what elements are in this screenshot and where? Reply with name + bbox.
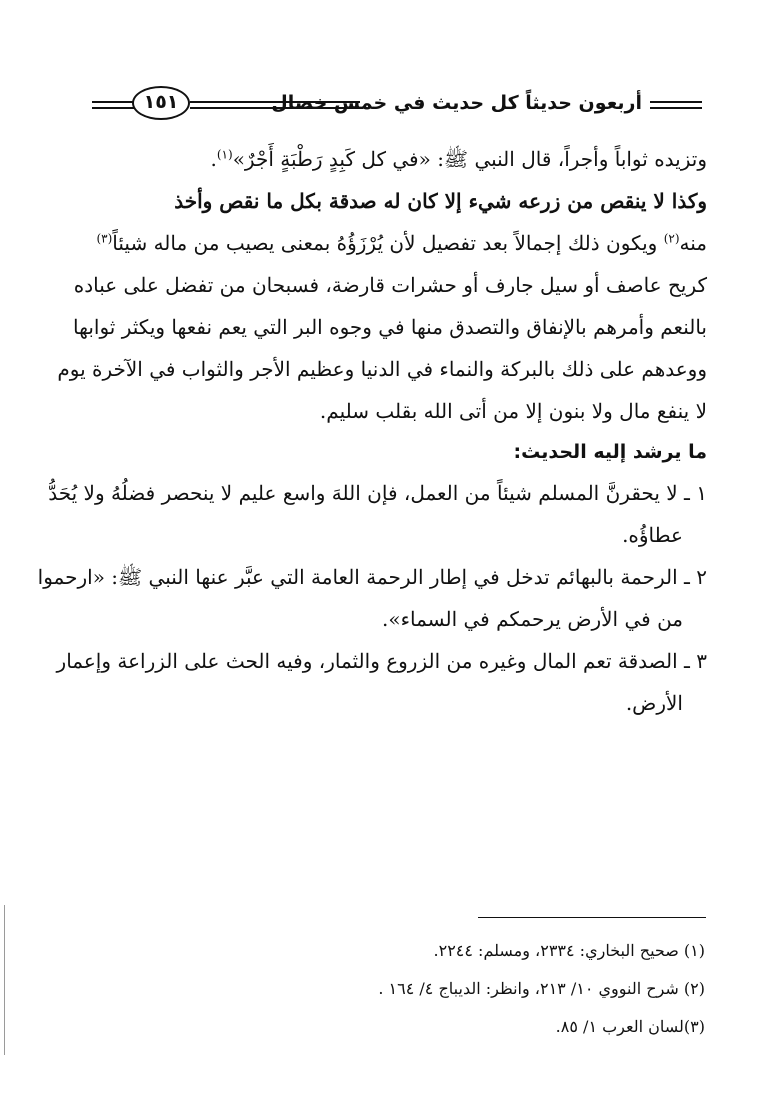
section-heading: ما يرشد إليه الحديث:	[513, 441, 707, 463]
text-line-3-start: منه	[679, 231, 707, 255]
text-line-4: كريح عاصف أو سيل جارف أو حشرات قارضة، فسبحان من تفضل على عباده	[73, 273, 707, 297]
point-1-continuation: عطاؤُه.	[622, 523, 683, 547]
point-3: ٣ ـ الصدقة تعم المال وغيره من الزروع والثمار، وفيه الحث على الزراعة وإعمار	[56, 649, 707, 673]
text-line-3	[52, 222, 707, 264]
header-rule-middle	[190, 101, 360, 109]
running-header	[92, 84, 702, 128]
header-title: أربعون حديثاً كل حديث في خمس خصال	[271, 92, 642, 114]
footnote-ref-3: (٣)	[96, 231, 113, 246]
footnote-3: (٣)لسان العرب ١/ ٨٥.	[555, 1017, 705, 1036]
text-line-7: لا ينفع مال ولا بنون إلا من أتى الله بقلب سليم.	[319, 399, 707, 423]
point-3-continuation: الأرض.	[625, 691, 683, 715]
point-1: ١ ـ لا يحقرنَّ المسلم شيئاً من العمل، فإن اللهَ واسع عليم لا ينحصر فضلُهُ ولا يُحَدُّ	[48, 481, 707, 505]
main-text	[37, 138, 707, 724]
header-rule-right	[650, 101, 702, 109]
footnotes	[185, 932, 705, 1046]
text-line-1-end: .	[210, 147, 217, 171]
text-line-6: ووعدهم على ذلك بالبركة والنماء في الدنيا وعظيم الأجر والثواب في الآخرة يوم	[57, 357, 707, 381]
text-line-1-content: وتزيده ثواباً وأجراً، قال النبي ﷺ: «في كل كَبِدٍ رَطْبَةٍ أَجْرٌ»	[232, 147, 707, 171]
text-line-1	[52, 138, 707, 180]
point-2: ٢ ـ الرحمة بالبهائم تدخل في إطار الرحمة العامة التي عبَّر عنها النبي ﷺ: «ارحموا	[37, 565, 707, 589]
footnote-1: (١) صحيح البخاري: ٢٣٣٤، ومسلم: ٢٢٤٤.	[433, 941, 705, 960]
header-rule-left	[92, 101, 134, 109]
text-line-5: بالنعم وأمرهم بالإنفاق والتصدق منها في وجوه البر التي يعم نفعها ويكثر ثوابها	[73, 315, 707, 339]
page-number: ١٥١	[132, 86, 190, 120]
scan-edge-mark	[4, 905, 5, 1055]
text-line-3-content: ويكون ذلك إجمالاً بعد تفصيل لأن يُرْزَؤُهُ بمعنى يصيب من ماله شيئاً	[112, 231, 664, 255]
footnote-ref-2: (٢)	[663, 231, 680, 246]
footnote-ref-1: (١)	[216, 147, 233, 162]
footnote-separator	[478, 917, 706, 918]
point-2-continuation: من في الأرض يرحمكم في السماء».	[381, 607, 683, 631]
footnote-2: (٢) شرح النووي ١٠/ ٢١٣، وانظر: الديباج ٤/ ١٦٤ .	[378, 979, 705, 998]
text-line-2: وكذا لا ينقص من زرعه شيء إلا كان له صدقة بكل ما نقص وأخذ	[174, 189, 707, 213]
